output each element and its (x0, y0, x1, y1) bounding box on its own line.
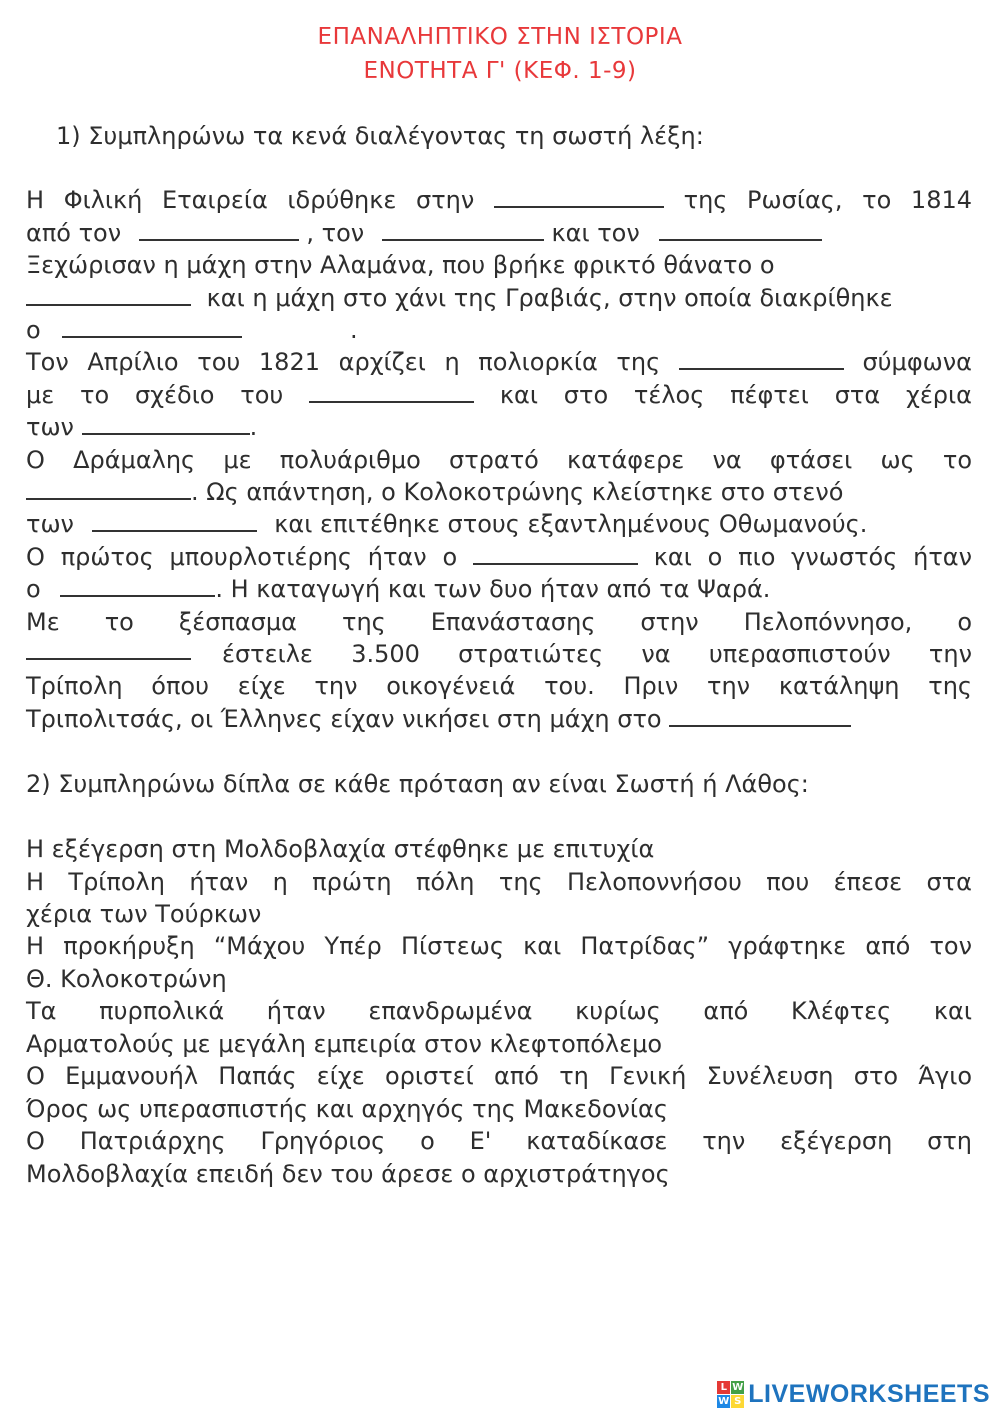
blank-field[interactable] (309, 381, 474, 403)
liveworksheets-logo[interactable] (717, 1378, 990, 1410)
exercise-line: Τρίπολη όπου είχε την οικογένειά του. Πριν την κατάληψη της (26, 672, 972, 700)
statement-line: Τα πυρπολικά ήταν επανδρωμένα κυρίως από Κλέφτες και (26, 997, 972, 1025)
blank-field[interactable] (659, 219, 822, 241)
statement-line: Μολδοβλαχία επειδή δεν του άρεσε ο αρχιστράτηγος (26, 1160, 670, 1188)
exercise-line: από τον , τον και τον (26, 217, 822, 249)
exercise-line: με το σχέδιο του και στο τέλος πέφτει στα χέρια (26, 381, 972, 409)
blank-field[interactable] (494, 186, 664, 208)
statement-line: Αρματολούς με μεγάλη εμπειρία στον κλεφτοπόλεμο (26, 1030, 663, 1058)
statement-line: Ο Εμμανουήλ Παπάς είχε οριστεί από τη Γενική Συνέλευση στο Άγιο (26, 1062, 972, 1090)
statement-line: Η εξέγερση στη Μολδοβλαχία στέφθηκε με επιτυχία (26, 835, 655, 863)
exercise-line: . Ως απάντηση, ο Κολοκοτρώνης κλείστηκε στο στενό (26, 476, 843, 508)
blank-field[interactable] (669, 705, 851, 727)
statement-line: Θ. Κολοκοτρώνη (26, 965, 227, 993)
statement-line: Η Τρίπολη ήταν η πρώτη πόλη της Πελοποννήσου που έπεσε στα (26, 868, 972, 896)
blank-field[interactable] (26, 638, 191, 660)
blank-field[interactable] (92, 510, 257, 532)
blank-field[interactable] (679, 348, 844, 370)
blank-field[interactable] (382, 219, 544, 241)
title-line-1: ΕΠΑΝΑΛΗΠΤΙΚΟ ΣΤΗΝ ΙΣΤΟΡΙΑ (317, 24, 683, 50)
blank-field[interactable] (26, 478, 191, 500)
logo-text: LIVEWORKSHEETS (748, 1379, 990, 1408)
exercise-line: Τριπολιτσάς, οι Έλληνες είχαν νικήσει στη μάχη στο (26, 703, 851, 735)
blank-field[interactable] (473, 543, 638, 565)
logo-badge-icon: L W W S (718, 1381, 744, 1407)
statement-line: χέρια των Τούρκων (26, 900, 262, 928)
blank-field[interactable] (26, 284, 191, 306)
exercise-line: Τον Απρίλιο του 1821 αρχίζει η πολιορκία της σύμφωνα (26, 348, 972, 376)
section-2-heading: 2) Συμπληρώνω δίπλα σε κάθε πρόταση αν είναι Σωστή ή Λάθος: (26, 770, 809, 798)
exercise-line: Με το ξέσπασμα της Επανάστασης στην Πελοπόννησο, ο (26, 608, 972, 636)
blank-field[interactable] (82, 413, 250, 435)
blank-field[interactable] (62, 316, 242, 338)
exercise-line: των και επιτέθηκε στους εξαντλημένους Οθωμανούς. (26, 510, 868, 538)
blank-field[interactable] (60, 575, 215, 597)
exercise-line: και η μάχη στο χάνι της Γραβιάς, στην οποία διακρίθηκε (26, 282, 893, 314)
statement-line: Ο Πατριάρχης Γρηγόριος ο Ε' καταδίκασε την εξέγερση στη (26, 1127, 972, 1155)
blank-field[interactable] (139, 219, 299, 241)
exercise-line: ο . Η καταγωγή και των δυο ήταν από τα Ψαρά. (26, 575, 771, 603)
section-1-heading: 1) Συμπληρώνω τα κενά διαλέγοντας τη σωστή λέξη: (56, 122, 704, 150)
statement-line: Η προκήρυξη “Μάχου Υπέρ Πίστεως και Πατρίδας” γράφτηκε από τον (26, 932, 972, 960)
exercise-line: Ο πρώτος μπουρλοτιέρης ήταν ο και ο πιο γνωστός ήταν (26, 543, 973, 571)
exercise-line: έστειλε 3.500 στρατιώτες να υπερασπιστούν την (26, 638, 972, 670)
exercise-line: Ξεχώρισαν η μάχη στην Αλαμάνα, που βρήκε φρικτό θάνατο ο (26, 251, 775, 279)
statement-line: Όρος ως υπερασπιστής και αρχηγός της Μακεδονίας (26, 1095, 668, 1123)
exercise-line: των . (26, 413, 258, 441)
exercise-line: ο . (26, 316, 358, 344)
exercise-line: Ο Δράμαλης με πολυάριθμο στρατό κατάφερε να φτάσει ως το (26, 446, 972, 474)
title-line-2: ΕΝΟΤΗΤΑ Γ' (ΚΕΦ. 1-9) (363, 58, 637, 84)
exercise-line: Η Φιλική Εταιρεία ιδρύθηκε στην της Ρωσίας, το 1814 (26, 186, 973, 214)
